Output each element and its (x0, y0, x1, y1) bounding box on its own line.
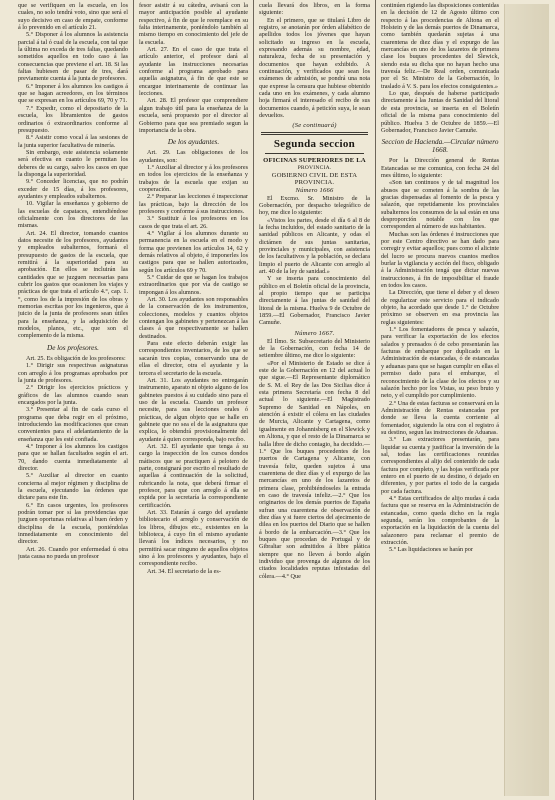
paragraph: El Ilmo. Sr. Subsecretario del Ministerio de la Gobernación, con fecha 14 de setiembre último, me dice lo siguiente: (259, 337, 370, 360)
column-1 (18, 2, 128, 798)
paragraph: En el primero, que se titulará Libro de registro, se anotarán por órden alfabético de apellidos todos los jóvenes que hayan solicitado su ingreso en la escuela, expresando además su nombre, edad, naturaleza, fecha de su presentación y documentos que hayan exhibido. A continuación, y verificados que sean los exámenes de admisión, se pondrá una nota que exprese la censura que hubiese obtenido cada uno en los exámenes, y cada alumno hoja firmará el interesado el recibo de sus documentos cuando, á petición suya, le sean devueltos. (259, 16, 370, 120)
continuation-note: (Se continuará) (292, 121, 337, 129)
section-subtitle-2: PROVINCIA. (297, 164, 332, 171)
divider (265, 153, 364, 154)
paragraph: 2.° Preparar las lecciones é inspeccionar las prácticas, bajo la dirección de los profesores y conforme á sus instrucciones. (139, 193, 248, 215)
paragraph: 3.° Presentar al fin de cada curso el programa que deba regir en el próximo, introduciendo las modificaciones que crean convenientes para el adelantamiento de la enseñanza que les esté confiada. (18, 406, 128, 443)
paragraph: La Dirección, que tiene el deber y el deseo de regularizar este servicio para el indicado objeto, ha acordado que desde 1.° de Octubre próximo se observen en esa provincia las reglas siguientes: (381, 289, 499, 326)
paragraph: 9.° Conceder licencias, que no podrán exceder de 15 días, á los profesores, ayudantes y empleados subalternos. (18, 178, 128, 200)
paragraph: Art. 25. Es obligación de los profesores: (26, 354, 126, 362)
paragraph: «Por el Ministerio de Estado se dice á este de la Gobernación en 12 del actual lo que sigue.—El Representante diplomático de S. M. el Rey de las Dos Sicilias dice á esta primera Secretaría con fecha 8 del actual lo siguiente.—El Magistrado Supremo de Sanidad en Nápoles, en atención á existir el cólera en las ciudades de Murcia, Alicante y Cartagena, como igualmente en Johannisberg en el Slewick y en Altona, y que el resto de la Dinamarca se halla libre de dicho contagio, ha decidido.—1.° Que los buques procedentes de los puertos de Cartagena y Alicante, con travesía feliz, queden sujetos á una cuarentena de diez días y el expurgo de las mercancías en uno de los lazaretos de primera clase, prohibiéndoseles la entrada en caso de travesía infeliz.—2.° Que los originarios de los demás puertos de España sufran una cuarentena de observación de diez días y si fuere ciertos del ajecimento de dilea en los puertos del Diario que se hallen á bordo de la embarcación.—3.° Que los buques que procedan de Portugal y de Gibraltar son admitidos á libre plática siempre que no lleven á bordo algún individuo que provenga de algunos de los citados localidades reputas infestadas del cólera.—4.° Que (259, 359, 370, 580)
column-rule (375, 0, 376, 800)
paragraph: Art. 24. El director, tomando cuantos datos necesite de los profesores, ayudantes y empleados subalternos, formará el presupuesto de gastos de la escuela, que remitirá á la superioridad para su aprobación. En ellos se incluirán las cantidades que se juzguen necesarias para cubrir los gastos que ocasionen los viajes y prácticas de que trata el artículo 4.°, cap. 1.°, como los de la impresión de los obras y memorias escritas por los ingenieros, que á juicio de la junta de profesores sean útiles para la enseñanza, y la adquisición de modelos, planos, etc., que son el complemento de la misma. (18, 229, 128, 340)
paragraph: 7.° Expedir, como el depositario de la escuela, los libramientos de gastos ordinarios ó extraordinarios conforme al presupuesto. (18, 104, 128, 134)
paragraph: Para este efecto deberán exigir las correspondientes inventarios, de los que se sacarán tres copias, conservando una de ellas el director, otra el ayudante y la tercera el secretario de la escuela. (139, 340, 248, 377)
paragraph: El Excmo. Sr. Ministro de la Gobernación, por despacho telegráfico de hoy, me dice lo siguiente: (259, 194, 370, 217)
paragraph: que se verifiquen en la escuela, en los cuales, no solo tendrá voto, sino que será el suyo decisivo en caso de empate, conforme á lo prevenido en el artículo 21. (18, 2, 128, 32)
page-edge-margin (504, 4, 549, 796)
paragraph: «Son tan continuos y de tal magnitud los abusos que se cometen á la sombra de las gracias dispensadas al fomento de la pesca y salazón, que repetidamente los provinciales subalternos los consumos de la sal están en una desproporción notable con los que corresponden al número de sus habitantes. (381, 179, 499, 231)
paragraph: 4.° Estas certificados de alijo mudas á cada factura que se reserva en la Administración de estancadas, como queda dicho en la regla segunda, serán los comprobantes de la exportación en la liquidación de la cuenta del salazonero para reclamar el premio de extracción. (381, 495, 499, 547)
paragraph: Art. 33. Estarán á cargo del ayudante bibliotecario el arreglo y conservación de los libros, dibujos etc., existentes en la biblioteca, á cuyo fin el mismo ayudante llevará los índices necesarios, y no permitirá sacar ninguno de aquellos objetos sino á los profesores y ayudantes, bajo el correspondiente recibo. (139, 509, 248, 568)
paragraph: 2.° Dirigir los ejercicios prácticos y gráficos de las alumnos cuando sean encargados por la junta. (18, 384, 128, 406)
office-heading: GOBIERNO CIVIL DE ESTA PROVINCIA. (271, 171, 358, 186)
paragraph: 1.° Dirigir sus respectivas asignaturas con arreglo á los programas aprobados por la junta de profesores. (18, 362, 128, 384)
paragraph: 5.° Las liquidaciones se harán por (389, 546, 473, 554)
paragraph: 4.° Imponer á los alumnos los castigos para que se hallan facultados según el art. 70, dando cuenta inmediatamente al director. (18, 442, 128, 472)
paragraph: Art. 29. Las obligaciones de los ayudantes, son: (139, 149, 248, 164)
paragraph: cuela llevará dos libros, en la forma siguiente: (259, 2, 370, 17)
paragraph: Art. 26. Cuando por enfermedad ú otra justa causa no pueda un profesor (18, 545, 128, 561)
section-title: Segunda seccion (273, 137, 356, 150)
paragraph: 5.° Cuidar de que se hagan los trabajos extraordinarios que por vía de castigo se impongan á los alumnos. (139, 274, 248, 296)
paragraph: 1.° Los fomentadores de pesca y salazón, para verificar la exportación de los efectos salados y prensados ó de cebo presentarán las facturas de embarque por duplicado en la Administración de estancadas, ó de estancadas y aduanas para que se hagan cumplir en ellas el permiso dado para el embarque, el reconocimiento de la clase de los efectos y su salazón hecho por los Vistas, su peso bruto y neto, y el cumplido por cumplimiento. (381, 326, 499, 400)
item-number: Número 1667. (294, 329, 335, 337)
paragraph: Art. 27. En el caso de que trata el artículo anterior, el profesor dará al ayudante las instrucciones necesarias conforme al programa aprobado para aquella asignatura, á fin de que este se encargue interinamente de continuar las lecciones. (139, 46, 248, 98)
paragraph: Art. 28. El profesor que comprendiere algun trabajo útil para la enseñanza de la escuela, será propuesto por el director al Gobierno para que sea premiado segun la importancia de la obra. (139, 97, 248, 134)
paragraph: 6.° Imponer á los alumnos los castigos á que se hagan acreedores, en los términos que se expresan en los artículos 69, 70 y 71. (18, 82, 128, 105)
paragraph: Art. 31. Los ayudantes no entregarán instrumento, aparato ni objeto alguno de los gabinetes puestos á su cuidado sino para el uso de la escuela. Cuando un profesor necesite, para sus lecciones orales ó prácticas, de algun objeto que se halle en gabinete que no sea el de la asignatura que explica, lo obtendrá provisionalmente del ayudante á quien corresponda, bajo recibo. (139, 376, 248, 443)
paragraph: continúen rigiendo las disposiciones contenidas en la decisión de 12 de Agosto último con respecto á las procedencias de Altona en el Holstein y de las demás puertos de Dinamarca, como también quedarán sujetas á una cuarentena de diez días y el expurgo de las mercancías en uno de los lazaretos de primera clase los buques procedentes del Slewick, siendo esta su dicha que no hayan hecho una travesía feliz.—De Real orden, comunicada por el Sr. Ministro de la Gobernación, lo traslado á V. S. para los efectos consiguientes.» (381, 2, 499, 90)
column-rule (133, 0, 134, 800)
divider (261, 132, 368, 135)
column-rule (253, 0, 254, 800)
paragraph: fesor asistir á su cátedra, avisará con la mayor anticipación posible al ayudante respectivo, á fin de que le reemplace en su falta interinamente, poniéndolo también al mismo tiempo en conocimiento del jefe de la escuela. (139, 2, 248, 46)
paragraph: 8.° Asistir como vocal á las sesiones de la junta superior facultativa de minería. (18, 134, 128, 149)
paragraph: 2.° Una de estas facturas se conservará en la Administración de Rentas estancadas por donde se lleva la cuenta corriente al fomentador, siguiendo la otra con el registro á su destino, segun las instrucciones de Aduanas. (381, 399, 499, 436)
item-number: Número 1666 (295, 186, 334, 194)
paragraph: «Vistos los partes, desde el día 6 al 8 de la fecha incluidos, del estado sanitario de la sanidad públicos en Alicante, y odas el dictámen de sus juntas sanitarias, provinciales y municipales, con asistencia de los facultativos y la población, se declara limpio el puerto de Alicante con arreglo al art. 40 de la ley de sanidad.» (259, 216, 370, 275)
paragraph: Art. 34. El secretario de la es- (147, 567, 221, 575)
paragraph: 10. Vigilar la enseñanza y gobierno de las escuelas de capataces, entendiéndose oficialmente con los directores de las mismas. (18, 200, 128, 230)
section-heading: De los ayudantes. (167, 138, 220, 147)
section-subtitle: OFICINAS SUPERIORES DE LA (263, 156, 366, 164)
paragraph: 1.° Auxiliar al director y á los profesores en todos los ejercicios de la enseñanza y trabajos de la escuela que exijan su cooperación. (139, 163, 248, 193)
section-heading: De los profesores. (47, 343, 99, 352)
paragraph: Sin embargo, este asistencia solamente será efectiva en cuanto le permitan los deberes de su cargo, salvo los casos en que la disponga la superioridad. (18, 148, 128, 178)
paragraph: Art. 32. El ayudante que tenga á su cargo la inspección de los cursos dondos mátiscos que se practiquen á pelotero de parte, consignará por escrito el resultado de aquellas á continuación de la solicitud, rubricando la nota, que deberá firmar el profesor, para que con arreglo á ella se expida por la secretaría la correspondiente certificación. (139, 442, 248, 509)
paragraph: 5.° Auxiliar al director en cuanto concierna al mejor régimen y disciplina de la escuela, ejecutando las órdenes que dictare para este fin. (18, 472, 128, 502)
paragraph: Por la Dirección general de Rentas Estancadas se me comunica, con fecha 24 del mes último, lo siguiente: (381, 157, 499, 179)
paragraph: 3.° Sustituir á los profesores en los casos de que trata el art. 26. (139, 215, 248, 230)
paragraph: Art. 30. Los ayudantes son responsables de la conservación de los instrumentos, colecciones, modelos y cuantos objetos contengan los gabinetes y pertenezcan á las clases á que respectivamente se hallen destinados. (139, 296, 248, 340)
column-4 (381, 2, 499, 798)
section-heading: Seccion de Hacienda.—Circular número 1668. (381, 138, 499, 155)
paragraph: 6.° En casos urgentes, los profesores podrán tomar por sí las providencias que juzguen oportunas relativas al buen órden y disciplina de la escuela, poniéndolas inmediatamente en conocimiento del director. (18, 501, 128, 546)
paragraph: 4.° Vigilar á los alumnos durante su permanencia en la escuela en el modo y forma que previenen los artículos 14, 62 y demás relativos al objeto, é imponerles los castigos para que se hallen autorizados, según los artículos 69 y 70. (139, 229, 248, 274)
column-3 (259, 2, 370, 798)
paragraph: 5.° Disponer á los alumnos la asistencia parcial á tal ó cual de la escuela, con tal que la última no exceda de tres faltas, quedando sometidos aquellos en todo caso á las consecuencias que previene el art. 18. Si las faltas hubiesen de pasar de tres, dará previamente cuenta á la junta de profesores. (18, 31, 128, 83)
paragraph: Y se inserta para conocimiento del público en el Boletín oficial de la provincia, al propio tiempo que se participa directamente á las juntas de sanidad del litoral de la misma. Huelva 9 de Octubre de 1859.—El Gobernador, Francisco Javier Camuñe. (259, 275, 370, 327)
paragraph: Muchas son las órdenes é instrucciones que por este Centro directivo se han dado para corregir y evitar aquellos; pues como el alicinte del lucro se procura nuevos cuantos medios burlar la vigilancia y acción del fisco, obligado á la Administración tengá que dictar nuevas instrucciones, á fin de imposibilitar el fraude en todos los casos. (381, 230, 499, 290)
paragraph: Lo que, después de haberse participado directamente á las Juntas de Sanidad del litoral de esta provincia, se inserta en el Boletín oficial de la misma para conocimiento del público. Huelva 3 de Octubre de 1859.—El Gobernador, Francisco Javier Camuñe. (381, 90, 499, 134)
paragraph: 3.° Las extractores presentarán, para liquidar su cuenta y justificar la inversión de la sal, todas las certificaciones reunidas correspondientes al alijo del contenido de cada factura por completo, y las hojas verificada por entero en el puerto de su destino, ó dejado en diferentes, y por partes el todo de la cargada por cada factura. (381, 436, 499, 495)
column-2 (139, 2, 248, 798)
